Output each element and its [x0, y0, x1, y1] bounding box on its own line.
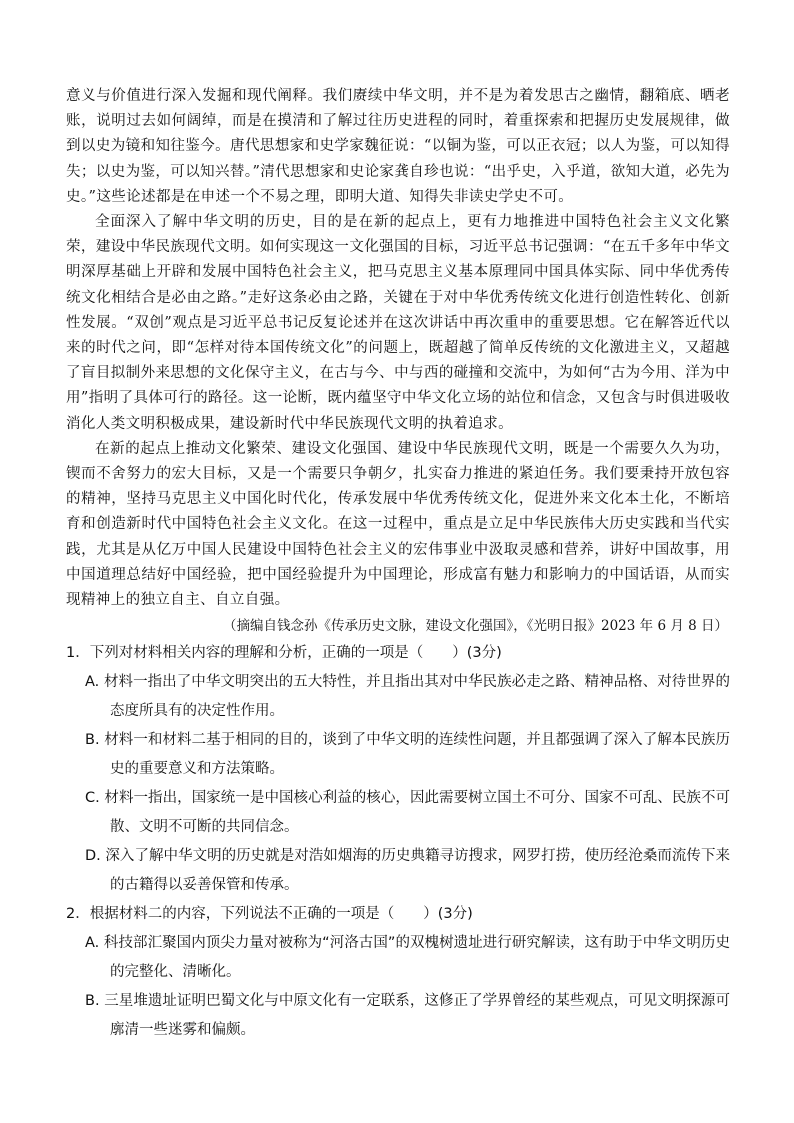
question-1-option-b: B. 材料一和材料二基于相同的目的，谈到了中华文明的连续性问题，并且都强调了深入了解本民族历史的重要意义和方法策略。: [85, 732, 730, 778]
reading-passage: [66, 84, 730, 613]
exam-page: [66, 84, 730, 1045]
passage-paragraph-3: 在新的起点上推动文化繁荣、建设文化强国、建设中华民族现代文明，既是一个需要久久为功，锲而不舍努力的宏大目标，又是一个需要只争朝夕，扎实奋力推进的紧迫任务。我们要秉持开放包容的精神，坚持马克思主义中国化时代化，传承发展中华优秀传统文化，促进外来文化本土化，不断培育和创造新时代中国特色社会主义文化。在这一过程中，重点是立足中华民族伟大历史实践和当代实践，尤其是从亿万中国人民建设中国特色社会主义的宏伟事业中汲取灵感和营养，讲好中国故事，用中国道理总结好中国经验，把中国经验提升为中国理论，形成富有魅力和影响力的中国话语，从而实现精神上的独立自主、自立自强。: [66, 440, 730, 609]
question-2-option-b: B. 三星堆遗址证明巴蜀文化与中原文化有一定联系，这修正了学界曾经的某些观点，可见文明探源可廓清一些迷雾和偏颇。: [85, 993, 730, 1039]
passage-source: （摘编自钱念孙《传承历史文脉，建设文化强国》，《光明日报》2023 年 6 月 8 日）: [223, 618, 728, 635]
passage-paragraph-1: 意义与价值进行深入发掘和现代阐释。我们赓续中华文明，并不是为着发思古之幽情，翻箱底、晒老账，说明过去如何阔绰，而是在摸清和了解过往历史进程的同时，着重探索和把握历史发展规律，做到以史为镜和知往鉴今。唐代思想家和史学家魏征说：“以铜为鉴，可以正衣冠；以人为鉴，可以知得失；以史为鉴，可以知兴替。”清代思想家和史论家龚自珍也说：“出乎史，入乎道，欲知大道，必先为史。”这些论述都是在申述一个不易之理，即明大道、知得失非读史学史不可。: [66, 88, 730, 205]
passage-paragraph-2: 全面深入了解中华文明的历史，目的是在新的起点上，更有力地推进中国特色社会主义文化繁荣，建设中华民族现代文明。如何实现这一文化强国的目标，习近平总书记强调：“在五千多年中华文明深厚基础上开辟和发展中国特色社会主义，把马克思主义基本原理同中国具体实际、同中华优秀传统文化相结合是必由之路。”走好这条必由之路，关键在于对中华优秀传统文化进行创造性转化、创新性发展。“双创”观点是习近平总书记反复论述并在这次讲话中再次重申的重要思想。它在解答近代以来的时代之问，即“怎样对待本国传统文化”的问题上，既超越了简单反传统的文化激进主义，又超越了盲目拟制外来思想的文化保守主义，在古与今、中与西的碰撞和交流中，为如何“古为今用、洋为中用”指明了具体可行的路径。这一论断，既内蕴坚守中华文化立场的站位和信念，又包含与时俱进吸收消化人类文明积极成果，建设新时代中华民族现代文明的执着追求。: [66, 214, 730, 432]
question-2: [66, 900, 730, 1045]
question-2-option-a: A. 科技部汇聚国内顶尖力量对被称为“河洛古国”的双槐树遗址进行研究解读，这有助于中华文明历史的完整化、清晰化。: [85, 935, 730, 981]
question-1: [66, 639, 730, 900]
question-2-stem: 2．根据材料二的内容，下列说法不正确的一项是（ ）(3分): [66, 906, 473, 923]
question-1-stem: 1．下列对材料相关内容的理解和分析，正确的一项是（ ）(3分): [66, 645, 502, 662]
question-1-option-c: C. 材料一指出，国家统一是中国核心利益的核心，因此需要树立国土不可分、国家不可乱、民族不可散、文明不可断的共同信念。: [85, 790, 730, 836]
question-1-option-a: A. 材料一指出了中华文明突出的五大特性，并且指出其对中华民族必走之路、精神品格、对待世界的态度所具有的决定性作用。: [85, 674, 730, 720]
question-1-option-d: D. 深入了解中华文明的历史就是对浩如烟海的历史典籍寻访搜求，网罗打捞，使历经沧桑而流传下来的古籍得以妥善保管和传承。: [85, 848, 730, 894]
